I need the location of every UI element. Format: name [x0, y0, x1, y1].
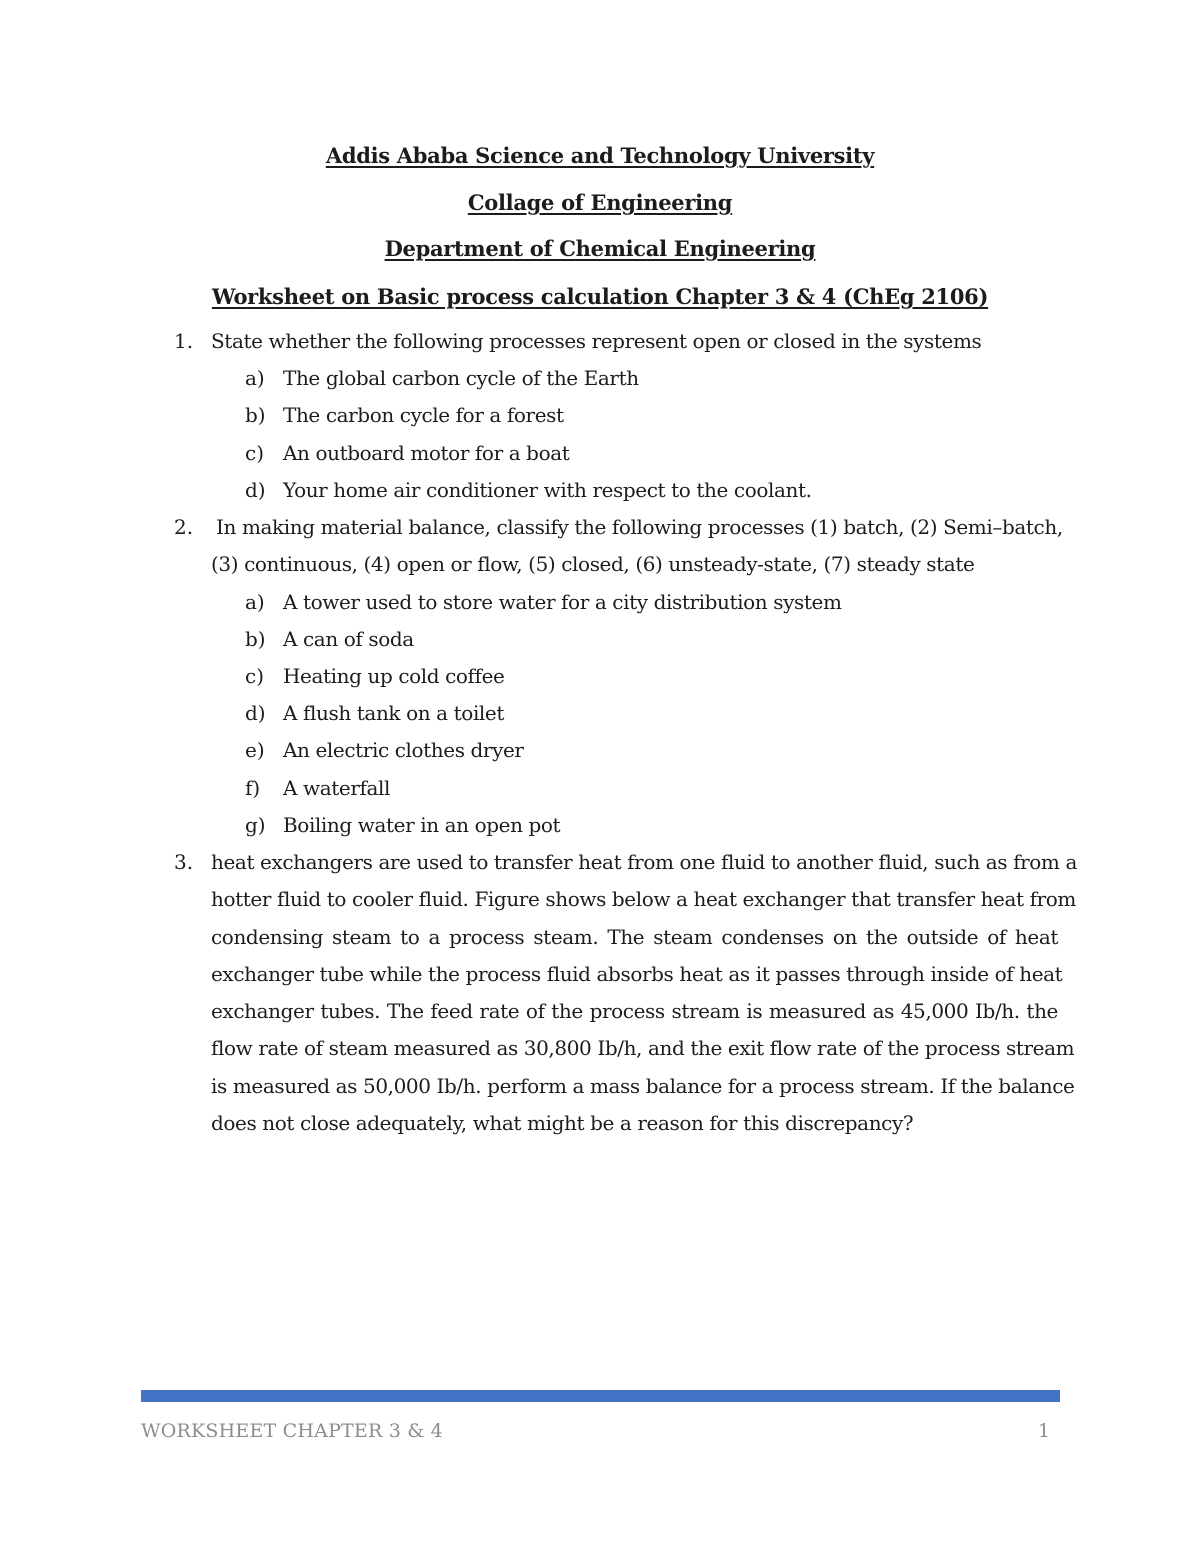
list-item: Heating up cold coffee	[283, 664, 505, 688]
paragraph-line: flow rate of steam measured as 30,800 Ib/h, and the exit flow rate of the process stream	[211, 1036, 1075, 1060]
paragraph-line: is measured as 50,000 Ib/h. perform a mass balance for a process stream. If the balance	[211, 1074, 1075, 1098]
university-heading: Addis Ababa Science and Technology University	[325, 143, 875, 168]
question-text: State whether the following processes represent open or closed in the systems	[211, 329, 982, 353]
list-item: Your home air conditioner with respect to the coolant.	[283, 478, 812, 502]
footer-bar	[141, 1390, 1060, 1402]
list-item: An electric clothes dryer	[283, 738, 524, 762]
paragraph-line: heat exchangers are used to transfer heat from one fluid to another fluid, such as from a	[211, 850, 1077, 874]
question-number: 3.	[174, 850, 194, 874]
page-number: 1	[1037, 1420, 1050, 1442]
college-heading: Collage of Engineering	[467, 190, 733, 215]
list-item: The carbon cycle for a forest	[283, 403, 564, 427]
list-item: Boiling water in an open pot	[283, 813, 561, 837]
item-label: c)	[245, 441, 265, 465]
paragraph-line: exchanger tubes. The feed rate of the process stream is measured as 45,000 Ib/h. the	[211, 999, 1058, 1023]
question-number: 2.	[174, 515, 194, 539]
worksheet-title: Worksheet on Basic process calculation Chapter 3 & 4 (ChEg 2106)	[211, 284, 989, 309]
paragraph-line: does not close adequately, what might be a reason for this discrepancy?	[211, 1111, 914, 1135]
item-label: d)	[245, 701, 266, 725]
list-item: The global carbon cycle of the Earth	[283, 366, 639, 390]
department-heading: Department of Chemical Engineering	[384, 236, 816, 261]
item-label: c)	[245, 664, 265, 688]
item-label: d)	[245, 478, 266, 502]
paragraph-line: condensing steam to a process steam. The steam condenses on the outside of heat	[211, 925, 1058, 949]
item-label: b)	[245, 627, 266, 651]
paragraph-line: hotter fluid to cooler fluid. Figure shows below a heat exchanger that transfer heat from	[211, 887, 1076, 911]
item-label: g)	[245, 813, 266, 837]
list-item: A waterfall	[283, 776, 390, 800]
item-label: f)	[245, 776, 261, 800]
question-number: 1.	[174, 329, 194, 353]
paragraph-line: exchanger tube while the process fluid absorbs heat as it passes through inside of heat	[211, 962, 1063, 986]
item-label: a)	[245, 590, 265, 614]
item-label: a)	[245, 366, 265, 390]
question-text: In making material balance, classify the following processes (1) batch, (2) Semi–batch,	[216, 515, 1063, 539]
list-item: A can of soda	[283, 627, 414, 651]
item-label: e)	[245, 738, 265, 762]
item-label: b)	[245, 403, 266, 427]
list-item: An outboard motor for a boat	[283, 441, 570, 465]
list-item: A flush tank on a toilet	[283, 701, 505, 725]
footer-title: WORKSHEET CHAPTER 3 & 4	[141, 1420, 443, 1442]
question-text: (3) continuous, (4) open or flow, (5) closed, (6) unsteady-state, (7) steady state	[211, 552, 975, 576]
list-item: A tower used to store water for a city distribution system	[283, 590, 842, 614]
